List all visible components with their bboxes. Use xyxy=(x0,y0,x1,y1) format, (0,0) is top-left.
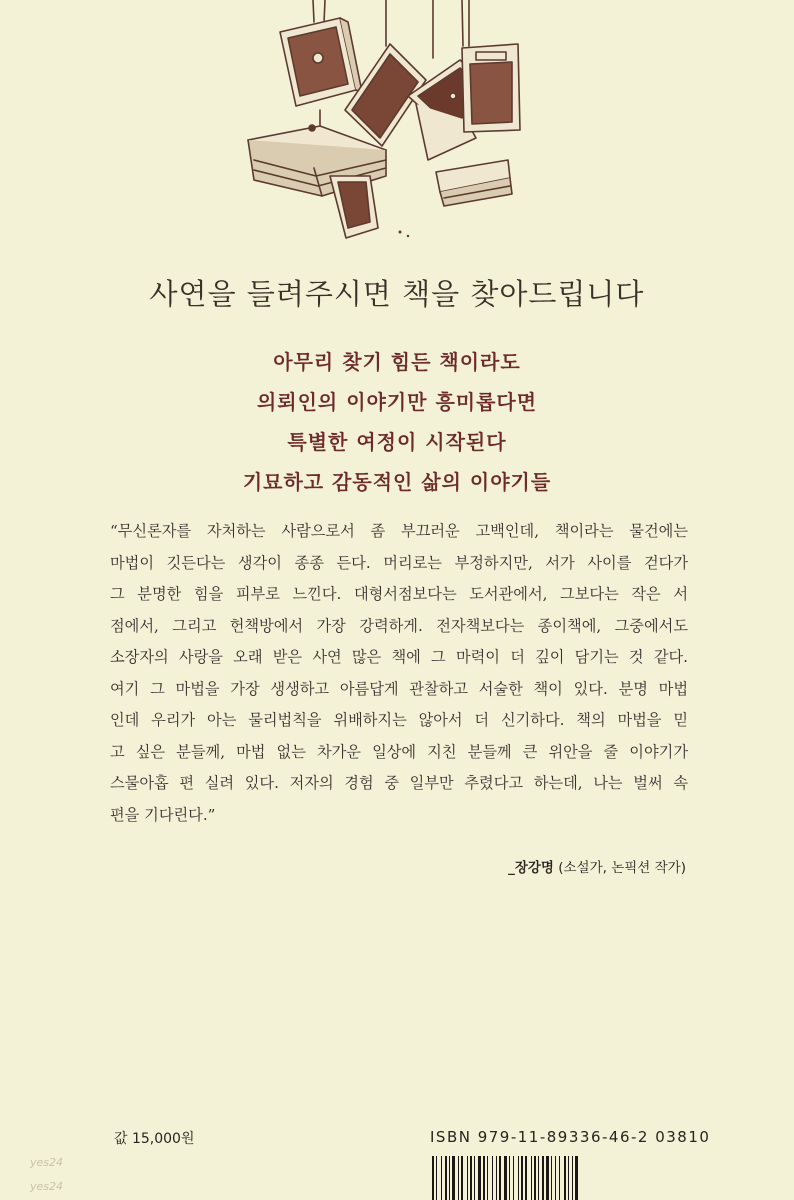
quote-line: 마법이 깃든다는 생각이 종종 든다. 머리로는 부정하지만, 서가 사이를 걷다가 xyxy=(110,553,688,572)
tagline xyxy=(0,342,794,502)
cover-headline: 사연을 들려주시면 책을 찾아드립니다 xyxy=(149,277,645,311)
quote-line: 고 싶은 분들께, 마법 없는 차가운 일상에 지친 분들께 큰 위안을 줄 이야기가 xyxy=(110,742,688,761)
tagline-line: 의뢰인의 이야기만 흥미롭다면 xyxy=(256,390,538,414)
quote-line: 점에서, 그리고 헌책방에서 가장 강력하게. 전자책보다는 종이책에, 그중에서도 xyxy=(110,616,688,635)
endorsement-quote xyxy=(110,516,688,831)
quote-line: 편을 기다린다.” xyxy=(110,805,216,824)
tagline-line: 아무리 찾기 힘든 책이라도 xyxy=(273,350,521,374)
quote-line: 그 분명한 힘을 피부로 느낀다. 대형서점보다는 도서관에서, 그보다는 작은 서 xyxy=(110,585,688,603)
price-label: 값 15,000원 xyxy=(114,1131,195,1147)
watermark: yes24 xyxy=(30,1180,64,1193)
barcode xyxy=(430,1156,688,1200)
quote-line: 인데 우리가 아는 물리법칙을 위배하지는 않아서 더 신기하다. 책의 마법을 믿 xyxy=(110,711,688,729)
author-name: _장강명 xyxy=(508,860,554,876)
quote-line: 소장자의 사랑을 오래 받은 사연 많은 책에 그 마력이 더 깊이 담기는 것 같다. xyxy=(110,648,688,666)
quote-line: 스물아홉 편 실려 있다. 저자의 경험 중 일부만 추렸다고 하는데, 나는 벌써 속 xyxy=(110,774,688,792)
tagline-line: 특별한 여정이 시작된다 xyxy=(287,430,507,454)
quote-line: “무신론자를 자처하는 사람으로서 좀 부끄러운 고백인데, 책이라는 물건에는 xyxy=(110,522,688,540)
quote-line: 여기 그 마법을 가장 생생하고 아름답게 관찰하고 서술한 책이 있다. 분명 마법 xyxy=(110,679,688,698)
isbn-number: ISBN 979-11-89336-46-2 03810 xyxy=(430,1128,711,1146)
author-role: (소설가, 논픽션 작가) xyxy=(558,860,686,876)
endorsement-attribution xyxy=(508,856,686,876)
hanging-books-illustration xyxy=(240,0,540,250)
tagline-line: 기묘하고 감동적인 삶의 이야기들 xyxy=(242,470,552,494)
watermark: yes24 xyxy=(30,1156,64,1169)
